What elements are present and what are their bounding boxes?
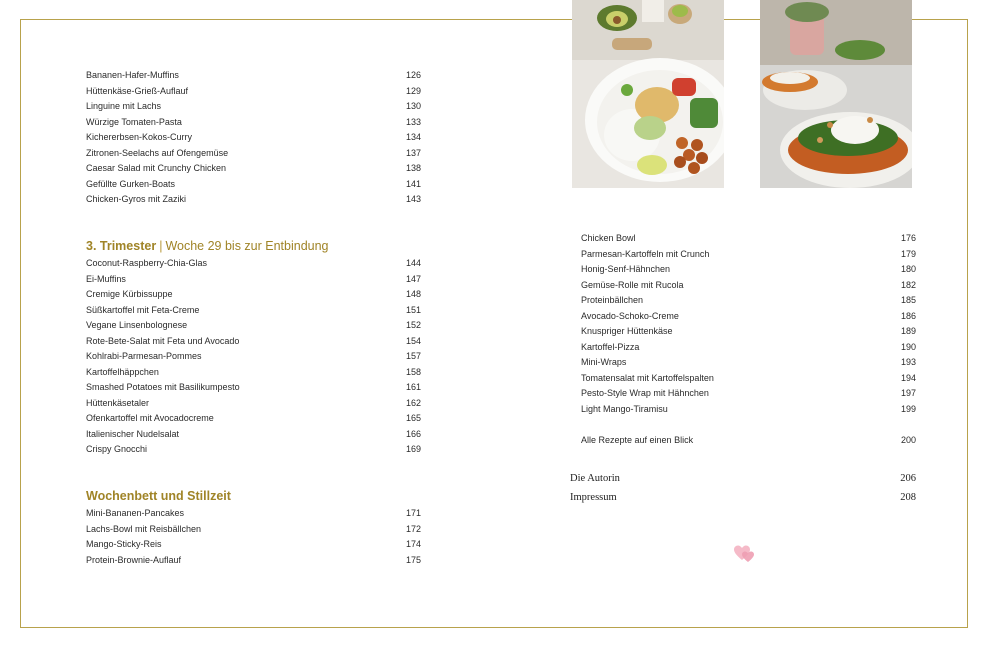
toc-entry-page: 152 [405,320,421,330]
toc-entry-page: 165 [405,413,421,423]
toc-entry[interactable] [86,303,421,319]
toc-entry-title: Kartoffel-Pizza [581,341,640,352]
toc-entry-title: Parmesan-Kartoffeln mit Crunch [581,248,710,259]
toc-entry[interactable] [86,68,421,84]
toc-entry-page: 189 [900,326,916,336]
toc-entry-page: 130 [405,101,421,111]
toc-entry-title: Crispy Gnocchi [86,444,148,454]
toc-entry[interactable] [581,278,916,294]
toc-entry[interactable] [581,386,916,402]
toc-entry-page: 158 [405,366,421,377]
toc-entry-title: Kartoffelhäppchen [86,366,159,377]
toc-entry-page: 151 [405,304,421,315]
toc-entry-title: Cremige Kürbissuppe [86,289,173,299]
toc-entry-title: Mini-Wraps [581,357,627,367]
toc-entry-title: Light Mango-Tiramisu [581,403,668,414]
hearts-icon [734,545,756,568]
toc-entry-page: 174 [405,539,421,549]
toc-entry-title: Rote-Bete-Salat mit Feta und Avocado [86,335,240,346]
toc-list-right [581,231,916,417]
toc-entry-page: 141 [405,178,421,189]
toc-entry-page: 134 [405,132,421,142]
toc-entry-page: 182 [900,279,916,290]
toc-entry[interactable] [581,340,916,356]
toc-entry[interactable] [86,287,421,303]
toc-entry-title: Süßkartoffel mit Feta-Creme [86,304,200,315]
toc-entry-title: Hüttenkäse-Grieß-Auflauf [86,85,189,96]
toc-entry-title: Honig-Senf-Hähnchen [581,264,671,274]
toc-entry-title: Ofenkartoffel mit Avocadocreme [86,413,214,423]
toc-entry-page: 148 [405,289,421,299]
toc-list-trimester2-continued [86,68,421,208]
toc-entry-page: 208 [900,492,916,503]
toc-entry-title: Mini-Bananen-Pancakes [86,508,185,518]
toc-entry-title: Italienischer Nudelsalat [86,428,180,439]
toc-entry[interactable] [86,334,421,350]
toc-entry[interactable] [86,272,421,288]
toc-entry[interactable] [86,442,421,458]
toc-entry[interactable] [86,349,421,365]
toc-entry-page: 162 [405,397,421,408]
toc-entry-page: 154 [405,335,421,346]
toc-entry-page: 176 [900,233,916,243]
section-heading-trimester3 [86,239,329,253]
toc-entry-title: Proteinbällchen [581,295,644,305]
toc-entry-title: Chicken-Gyros mit Zaziki [86,194,187,204]
toc-entry-page: 179 [900,248,916,259]
toc-entry-title: Alle Rezepte auf einen Blick [581,435,694,445]
toc-entry-page: 143 [405,194,421,204]
toc-list-wochenbett [86,506,421,568]
toc-entry-title: Zitronen-Seelachs auf Ofengemüse [86,147,229,158]
toc-entry-title: Mango-Sticky-Reis [86,539,162,549]
toc-list-trimester3 [86,256,421,458]
toc-entry-title: Coconut-Raspberry-Chia-Glas [86,258,208,268]
toc-entry-page: 157 [405,351,421,361]
toc-entry[interactable] [86,380,421,396]
toc-entry[interactable] [86,99,421,115]
toc-entry-page: 172 [405,523,421,534]
toc-entry-title: Avocado-Schoko-Creme [581,310,679,321]
toc-entry[interactable] [86,84,421,100]
toc-entry-page: 137 [405,147,421,158]
toc-entry[interactable] [86,256,421,272]
toc-entry-page: 138 [405,163,421,173]
toc-entry[interactable] [86,318,421,334]
toc-entry-all-recipes[interactable] [581,433,916,449]
toc-entry-title: Linguine mit Lachs [86,101,162,111]
toc-entry-title: Ei-Muffins [86,273,126,284]
toc-entry-page: 166 [405,428,421,439]
heading-subtitle: Woche 29 bis zur Entbindung [165,239,329,253]
toc-entry[interactable] [86,427,421,443]
toc-entry[interactable] [86,130,421,146]
toc-entry-page: 133 [405,116,421,127]
toc-entry-page: 180 [900,264,916,274]
toc-entry-page: 199 [900,403,916,414]
toc-entry[interactable] [581,231,916,247]
toc-entry[interactable] [581,371,916,387]
toc-entry-page: 147 [405,273,421,284]
sweet-potato-photo [760,0,912,188]
toc-list-all-recipes [581,433,916,449]
toc-entry-title: Gemüse-Rolle mit Rucola [581,279,684,290]
section-heading-wochenbett [86,489,231,503]
chicken-bowl-photo [572,0,724,188]
toc-entry-title: Tomatensalat mit Kartoffelspalten [581,372,714,383]
toc-entry-title: Gefüllte Gurken-Boats [86,178,176,189]
toc-entry-title: Kohlrabi-Parmesan-Pommes [86,351,202,361]
toc-entry-title: Protein-Brownie-Auflauf [86,554,182,565]
toc-entry-title: Chicken Bowl [581,233,636,243]
toc-entry[interactable] [86,115,421,131]
toc-entry-imprint[interactable] [570,489,916,507]
toc-entry[interactable] [86,506,421,522]
toc-entry-page: 175 [405,554,421,565]
toc-entry-page: 161 [405,382,421,392]
toc-entry-title: Vegane Linsenbolognese [86,320,188,330]
toc-entry-title: Kichererbsen-Kokos-Curry [86,132,193,142]
toc-entry-page: 144 [405,258,421,268]
toc-entry-page: 129 [405,85,421,96]
toc-entry[interactable] [581,262,916,278]
toc-entry-title: Impressum [570,492,617,503]
toc-entry-title: Würzige Tomaten-Pasta [86,116,182,127]
toc-entry-page: 200 [900,435,916,445]
toc-entry-page: 186 [900,310,916,321]
toc-entry[interactable] [86,537,421,553]
toc-entry-title: Caesar Salad mit Crunchy Chicken [86,163,227,173]
toc-entry-title: Knuspriger Hüttenkäse [581,326,673,336]
toc-entry[interactable] [86,522,421,538]
heading-bold: Wochenbett und Stillzeit [86,489,231,503]
toc-entry[interactable] [581,247,916,263]
toc-entry[interactable] [86,411,421,427]
toc-entry-page: 190 [900,341,916,352]
toc-entry-page: 206 [900,473,916,484]
toc-entry[interactable] [86,553,421,569]
toc-entry-page: 126 [405,70,421,80]
toc-entry-author[interactable] [570,470,916,488]
toc-entry[interactable] [581,355,916,371]
toc-entry[interactable] [86,146,421,162]
toc-entry-title: Die Autorin [570,473,620,484]
heading-separator: | [159,239,163,253]
toc-entry-page: 171 [405,508,421,518]
toc-entry[interactable] [86,365,421,381]
toc-entry[interactable] [581,402,916,418]
toc-entry-page: 193 [900,357,916,367]
heading-bold: 3. Trimester [86,239,157,253]
toc-entry-page: 197 [900,388,916,398]
toc-entry-title: Hüttenkäsetaler [86,397,150,408]
toc-entry[interactable] [581,293,916,309]
toc-entry[interactable] [581,309,916,325]
toc-entry[interactable] [581,324,916,340]
toc-entry-title: Pesto-Style Wrap mit Hähnchen [581,388,709,398]
toc-entry-title: Smashed Potatoes mit Basilikumpesto [86,382,240,392]
toc-entry-title: Bananen-Hafer-Muffins [86,70,179,80]
toc-entry-page: 194 [900,372,916,383]
toc-entry[interactable] [86,161,421,177]
toc-entry-page: 169 [405,444,421,454]
toc-entry[interactable] [86,177,421,193]
toc-entry-title: Lachs-Bowl mit Reisbällchen [86,523,202,534]
toc-entry-page: 185 [900,295,916,305]
toc-entry[interactable] [86,192,421,208]
toc-entry[interactable] [86,396,421,412]
